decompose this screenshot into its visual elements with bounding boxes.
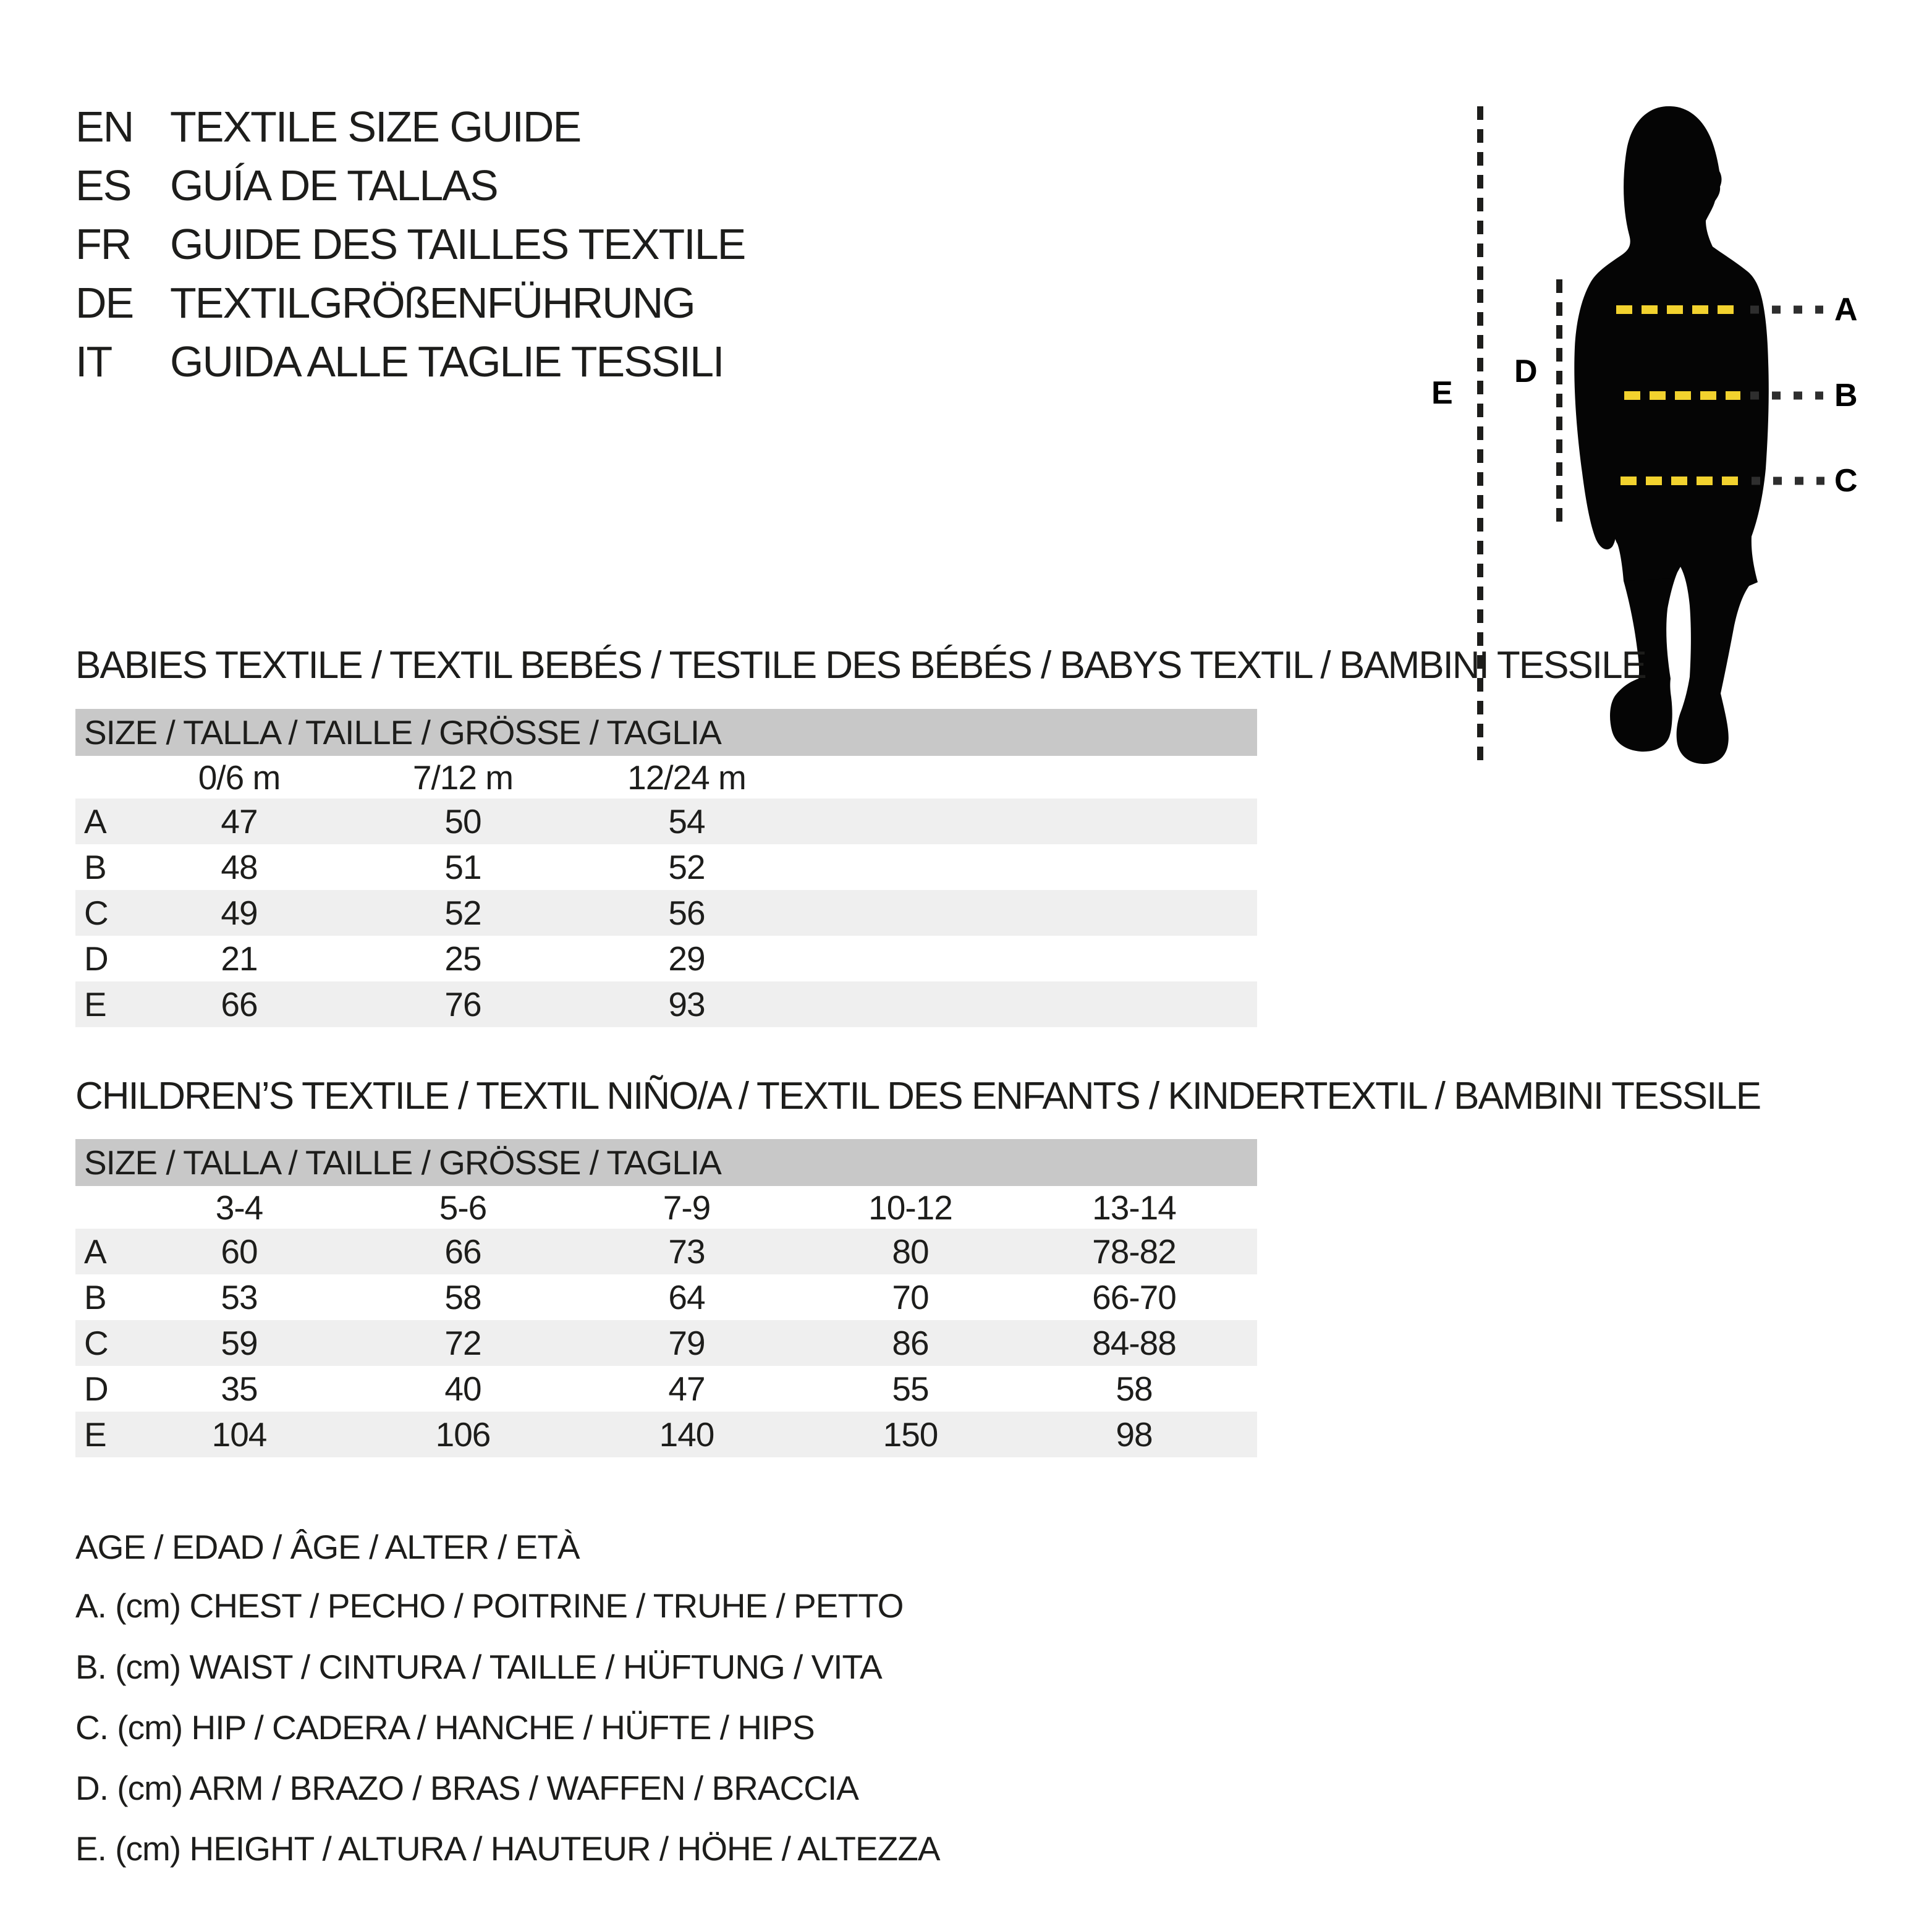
table-cell: 80 xyxy=(892,1232,929,1271)
table-cell: 21 xyxy=(221,939,258,978)
table-cell: 84-88 xyxy=(1092,1324,1176,1362)
row-label: B xyxy=(84,1278,106,1316)
table-row xyxy=(75,844,1257,890)
table-cell: 104 xyxy=(211,1415,267,1454)
table-cell: 58 xyxy=(444,1278,481,1316)
lang-row-de xyxy=(75,280,695,326)
table-cell: 79 xyxy=(668,1324,705,1362)
size-header-label: SIZE / TALLA / TAILLE / GRÖSSE / TAGLIA xyxy=(84,713,721,752)
table-cell: 73 xyxy=(668,1232,705,1271)
table-cell: 72 xyxy=(444,1324,481,1362)
legend-waist-line: B. (cm) WAIST / CINTURA / TAILLE / HÜFTUNG / VITA xyxy=(75,1648,882,1686)
babies-table-header-bar xyxy=(75,709,1257,756)
table-cell: 47 xyxy=(668,1370,705,1408)
table-cell: 40 xyxy=(444,1370,481,1408)
table-cell: 78-82 xyxy=(1092,1232,1176,1271)
table-cell: 52 xyxy=(444,894,481,932)
lang-title: TEXTILGRÖßENFÜHRUNG xyxy=(170,279,695,327)
table-cell: 106 xyxy=(435,1415,491,1454)
table-row xyxy=(75,1274,1257,1320)
table-cell: 35 xyxy=(221,1370,258,1408)
lang-code: EN xyxy=(75,103,133,151)
row-label: A xyxy=(84,1232,106,1271)
lang-title: GUÍA DE TALLAS xyxy=(170,161,498,210)
table-cell: 56 xyxy=(668,894,705,932)
babies-column-header-row xyxy=(75,756,1257,799)
table-cell: 66-70 xyxy=(1092,1278,1176,1316)
column-header: 7-9 xyxy=(663,1188,711,1227)
lang-row-it xyxy=(75,339,723,384)
lang-code: FR xyxy=(75,220,131,268)
row-label: B xyxy=(84,848,106,886)
figure-label-a: A xyxy=(1834,292,1858,328)
row-label: E xyxy=(84,1415,106,1454)
row-label: C xyxy=(84,894,108,932)
column-header: 7/12 m xyxy=(412,758,514,797)
table-cell: 29 xyxy=(668,939,705,978)
column-header: 0/6 m xyxy=(198,758,281,797)
legend-height-line: E. (cm) HEIGHT / ALTURA / HAUTEUR / HÖHE / ALTEZZA xyxy=(75,1829,940,1868)
table-cell: 93 xyxy=(668,985,705,1023)
lang-title: GUIDA ALLE TAGLIE TESSILI xyxy=(170,337,724,386)
figure-label-b: B xyxy=(1834,378,1858,413)
lang-row-es xyxy=(75,163,498,208)
table-row xyxy=(75,1229,1257,1274)
figure-label-e: E xyxy=(1431,375,1453,411)
row-label: E xyxy=(84,985,106,1023)
figure-label-d: D xyxy=(1514,354,1538,389)
table-row xyxy=(75,890,1257,936)
legend-hip-line: C. (cm) HIP / CADERA / HANCHE / HÜFTE / HIPS xyxy=(75,1708,815,1747)
table-cell: 59 xyxy=(221,1324,258,1362)
table-cell: 47 xyxy=(221,802,258,841)
column-header: 12/24 m xyxy=(627,758,746,797)
lang-row-en xyxy=(75,104,580,150)
table-cell: 50 xyxy=(444,802,481,841)
lang-row-fr xyxy=(75,221,745,267)
row-label: A xyxy=(84,802,106,841)
lang-code: IT xyxy=(75,337,112,386)
table-row xyxy=(75,981,1257,1027)
size-header-label: SIZE / TALLA / TAILLE / GRÖSSE / TAGLIA xyxy=(84,1143,721,1182)
children-section-title: CHILDREN’S TEXTILE / TEXTIL NIÑO/A / TEXTIL DES ENFANTS / KINDERTEXTIL / BAMBINI TESSILE xyxy=(75,1074,1761,1117)
column-header: 3-4 xyxy=(215,1188,263,1227)
row-label: D xyxy=(84,939,108,978)
table-cell: 53 xyxy=(221,1278,258,1316)
table-cell: 54 xyxy=(668,802,705,841)
table-cell: 52 xyxy=(668,848,705,886)
legend-age-line: AGE / EDAD / ÂGE / ALTER / ETÀ xyxy=(75,1528,580,1566)
column-header: 5-6 xyxy=(439,1188,487,1227)
table-cell: 70 xyxy=(892,1278,929,1316)
table-cell: 66 xyxy=(444,1232,481,1271)
table-cell: 51 xyxy=(444,848,481,886)
children-table-header-bar xyxy=(75,1139,1257,1186)
table-row xyxy=(75,1320,1257,1366)
table-cell: 48 xyxy=(221,848,258,886)
table-cell: 64 xyxy=(668,1278,705,1316)
children-column-header-row xyxy=(75,1186,1257,1229)
figure-label-c: C xyxy=(1834,463,1858,499)
table-cell: 25 xyxy=(444,939,481,978)
column-header: 13-14 xyxy=(1092,1188,1176,1227)
legend-arm-line: D. (cm) ARM / BRAZO / BRAS / WAFFEN / BRACCIA xyxy=(75,1769,858,1807)
column-header: 10-12 xyxy=(868,1188,952,1227)
babies-size-table xyxy=(75,709,1257,1027)
table-cell: 76 xyxy=(444,985,481,1023)
table-row xyxy=(75,799,1257,844)
table-cell: 140 xyxy=(659,1415,714,1454)
lang-title: GUIDE DES TAILLES TEXTILE xyxy=(170,220,745,268)
table-cell: 55 xyxy=(892,1370,929,1408)
table-cell: 98 xyxy=(1116,1415,1153,1454)
babies-section-title: BABIES TEXTILE / TEXTIL BEBÉS / TESTILE DES BÉBÉS / BABYS TEXTIL / BAMBINI TESSILE xyxy=(75,643,1646,687)
row-label: C xyxy=(84,1324,108,1362)
row-label: D xyxy=(84,1370,108,1408)
table-row xyxy=(75,1366,1257,1412)
table-cell: 49 xyxy=(221,894,258,932)
table-row xyxy=(75,1412,1257,1457)
legend-chest-line: A. (cm) CHEST / PECHO / POITRINE / TRUHE / PETTO xyxy=(75,1587,904,1625)
table-cell: 86 xyxy=(892,1324,929,1362)
table-cell: 66 xyxy=(221,985,258,1023)
table-row xyxy=(75,936,1257,981)
lang-title: TEXTILE SIZE GUIDE xyxy=(170,103,581,151)
children-size-table xyxy=(75,1139,1257,1457)
table-cell: 58 xyxy=(1116,1370,1153,1408)
table-cell: 150 xyxy=(883,1415,938,1454)
lang-code: ES xyxy=(75,161,131,210)
table-cell: 60 xyxy=(221,1232,258,1271)
lang-code: DE xyxy=(75,279,133,327)
